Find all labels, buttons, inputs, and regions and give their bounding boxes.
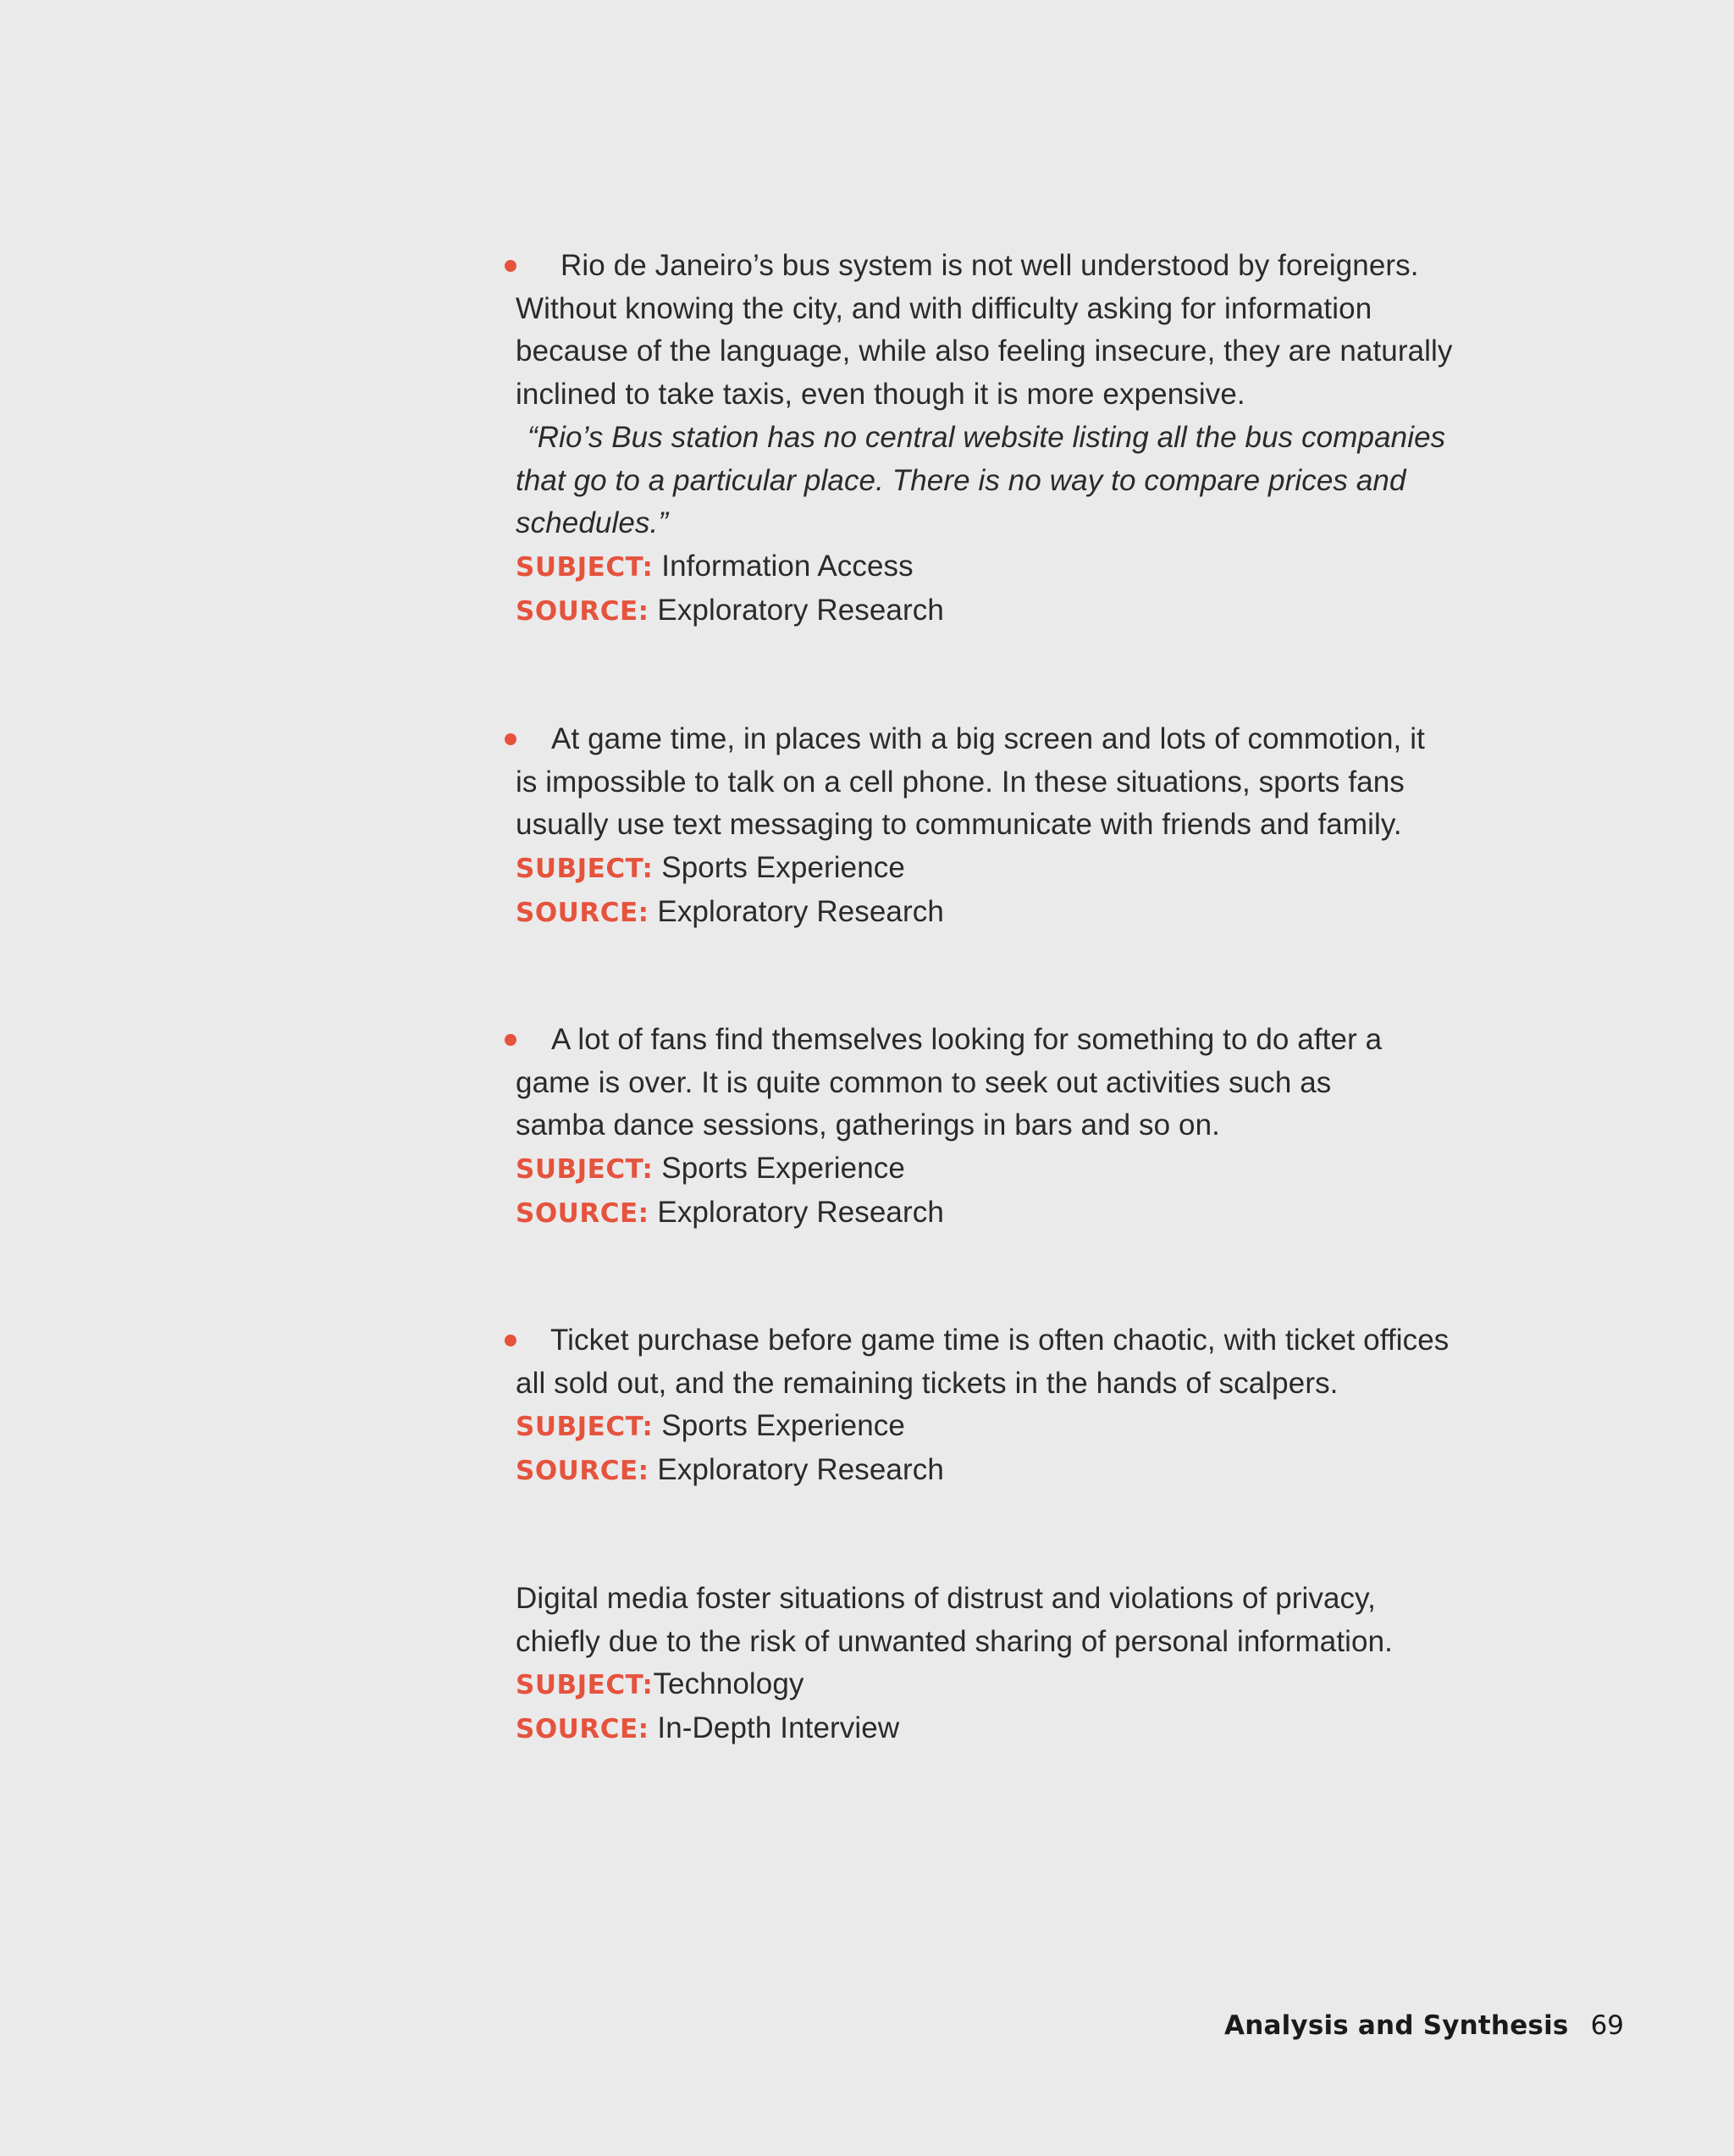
source-label: SOURCE: (516, 1197, 649, 1229)
subject-line (516, 847, 1430, 891)
finding-item (516, 245, 1481, 633)
subject-value: Information Access (661, 549, 914, 583)
subject-label: SUBJECT: (516, 1412, 654, 1443)
source-value: In-Depth Interview (657, 1711, 900, 1745)
subject-line (516, 1663, 1430, 1707)
source-line (516, 1191, 1396, 1236)
source-value: Exploratory Research (657, 593, 944, 627)
source-value: Exploratory Research (657, 1195, 944, 1229)
source-label: SOURCE: (516, 897, 649, 928)
page-number: 69 (1590, 2010, 1625, 2041)
source-line (516, 1707, 1430, 1751)
source-value: Exploratory Research (657, 1453, 944, 1487)
source-label: SOURCE: (516, 1714, 649, 1745)
page-footer (1224, 2010, 1624, 2041)
finding-text: Ticket purchase before game time is often chaotic, with ticket offices all sold out, and the remaining tickets in the hands of scalpers. (516, 1324, 1450, 1400)
finding-text: Rio de Janeiro’s bus system is not well understood by foreigners. Without knowing the city, and with difficulty asking for information because of the language, while also feeling insecure, they are naturally inclined to take taxis, even though it is more expensive. (516, 249, 1453, 412)
subject-label: SUBJECT: (516, 551, 654, 583)
source-label: SOURCE: (516, 595, 649, 627)
source-value: Exploratory Research (657, 894, 944, 928)
subject-line (516, 1405, 1481, 1449)
source-line (516, 1449, 1481, 1493)
finding-item (516, 1019, 1396, 1236)
subject-label: SUBJECT: (516, 1670, 654, 1701)
subject-label: SUBJECT: (516, 854, 654, 885)
finding-item (516, 1319, 1481, 1493)
finding-item (516, 718, 1430, 935)
subject-value: Sports Experience (661, 1152, 905, 1186)
subject-value: Sports Experience (661, 851, 905, 885)
subject-value: Sports Experience (661, 1409, 905, 1443)
finding-text: A lot of fans find themselves looking for something to do after a game is over. It is quite common to seek out activities such as samba dance sessions, gatherings in bars and so on. (516, 1023, 1383, 1142)
footer-section-title: Analysis and Synthesis (1224, 2010, 1569, 2041)
bullet-icon (505, 733, 516, 745)
subject-line (516, 545, 1481, 589)
bullet-icon (505, 1034, 516, 1046)
finding-text: Digital media foster situations of distrust and violations of privacy, chiefly due to the risk of unwanted sharing of personal information. (516, 1582, 1394, 1658)
subject-value: Technology (653, 1667, 804, 1701)
source-line (516, 891, 1430, 935)
finding-item (516, 1578, 1430, 1751)
source-label: SOURCE: (516, 1456, 649, 1487)
bullet-icon (505, 1335, 516, 1346)
finding-quote: “Rio’s Bus station has no central website listing all the bus companies that go to a particular place. There is no way to compare prices and schedules.” (516, 420, 1446, 540)
subject-line (516, 1147, 1396, 1191)
source-line (516, 589, 1481, 633)
finding-text: At game time, in places with a big screen and lots of commotion, it is impossible to talk on a cell phone. In these situations, sports fans usually use text messaging to communicate with friends and family. (516, 722, 1425, 842)
subject-label: SUBJECT: (516, 1154, 654, 1186)
bullet-icon (505, 260, 516, 272)
